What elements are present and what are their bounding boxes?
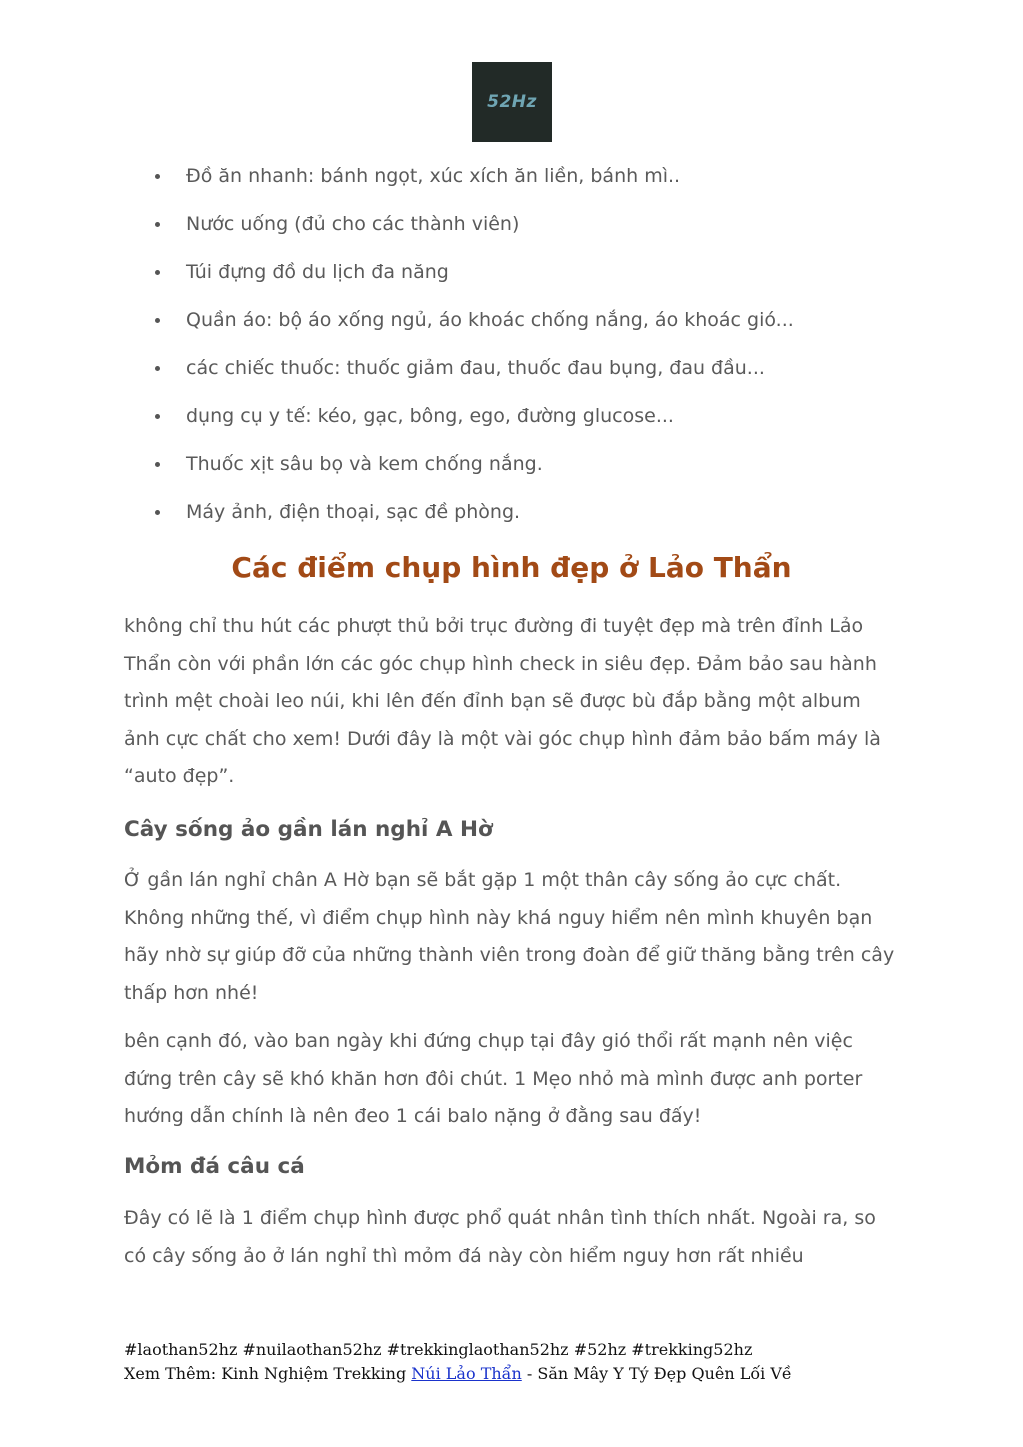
list-item: [150, 400, 910, 448]
list-item-text: Nước uống (đủ cho các thành viên): [186, 213, 520, 235]
bullet-icon: [155, 510, 160, 515]
list-item-text: Đồ ăn nhanh: bánh ngọt, xúc xích ăn liền, bánh mì..: [186, 165, 681, 187]
tree-spot-paragraph-2: bên cạnh đó, vào ban ngày khi đứng chụp tại đây gió thổi rất mạnh nên việc đứng trên cây sẽ khó khăn hơn đôi chút. 1 Mẹo nhỏ mà mình được anh porter hướng dẫn chính là nên đeo 1 cái balo nặng ở đằng sau đấy!: [124, 1030, 863, 1128]
footer-see-more: [124, 1362, 904, 1386]
list-item-text: Thuốc xịt sâu bọ và kem chống nắng.: [186, 453, 543, 475]
bullet-icon: [155, 462, 160, 467]
list-item: [150, 496, 910, 544]
subheading-tree-spot: Cây sống ảo gần lán nghỉ A Hờ: [124, 817, 493, 842]
bullet-icon: [155, 318, 160, 323]
logo-text: 52Hz: [487, 92, 537, 112]
bullet-icon: [155, 174, 160, 179]
list-item-text: Túi đựng đồ du lịch đa năng: [186, 261, 449, 283]
section-heading: Các điểm chụp hình đẹp ở Lảo Thẩn: [231, 551, 792, 584]
rock-spot-paragraph: Đây có lẽ là 1 điểm chụp hình được phổ quát nhân tình thích nhất. Ngoài ra, so có cây sống ảo ở lán nghỉ thì mỏm đá này còn hiểm nguy hơn rất nhiều: [124, 1207, 876, 1267]
footer-suffix: - Săn Mây Y Tý Đẹp Quên Lối Về: [521, 1364, 792, 1383]
page-footer: [124, 1338, 904, 1386]
list-item-text: các chiếc thuốc: thuốc giảm đau, thuốc đau bụng, đau đầu...: [186, 357, 765, 379]
tree-spot-paragraph-1: Ở gần lán nghỉ chân A Hờ bạn sẽ bắt gặp 1 một thân cây sống ảo cực chất. Không những thế, vì điểm chụp hình này khá nguy hiểm nên mình khuyên bạn hãy nhờ sự giúp đỡ của những thành viên trong đoàn để giữ thăng bằng trên cây thấp hơn nhé!: [124, 869, 895, 1004]
bullet-icon: [155, 270, 160, 275]
list-item: [150, 448, 910, 496]
list-item: [150, 352, 910, 400]
section-intro-paragraph: không chỉ thu hút các phượt thủ bởi trục đường đi tuyệt đẹp mà trên đỉnh Lảo Thẩn còn với phần lớn các góc chụp hình check in siêu đẹp. Đảm bảo sau hành trình mệt choài leo núi, khi lên đến đỉnh bạn sẽ được bù đắp bằng một album ảnh cực chất cho xem! Dưới đây là một vài góc chụp hình đảm bảo bấm máy là “auto đẹp”.: [124, 615, 881, 788]
packing-checklist: [150, 160, 910, 544]
list-item-text: Quần áo: bộ áo xống ngủ, áo khoác chống nắng, áo khoác gió...: [186, 309, 794, 331]
list-item-text: Máy ảnh, điện thoại, sạc đề phòng.: [186, 501, 521, 523]
bullet-icon: [155, 366, 160, 371]
list-item: [150, 208, 910, 256]
list-item: [150, 160, 910, 208]
bullet-icon: [155, 222, 160, 227]
site-logo: [472, 62, 552, 142]
bullet-icon: [155, 414, 160, 419]
footer-hashtags: #laothan52hz #nuilaothan52hz #trekkinglaothan52hz #52hz #trekking52hz: [124, 1340, 753, 1359]
list-item-text: dụng cụ y tế: kéo, gạc, bông, ego, đường glucose...: [186, 405, 674, 427]
footer-link[interactable]: Núi Lảo Thẩn: [411, 1364, 522, 1383]
footer-prefix: Xem Thêm: Kinh Nghiệm Trekking: [124, 1364, 412, 1383]
list-item: [150, 256, 910, 304]
subheading-rock-spot: Mỏm đá câu cá: [124, 1154, 305, 1179]
list-item: [150, 304, 910, 352]
